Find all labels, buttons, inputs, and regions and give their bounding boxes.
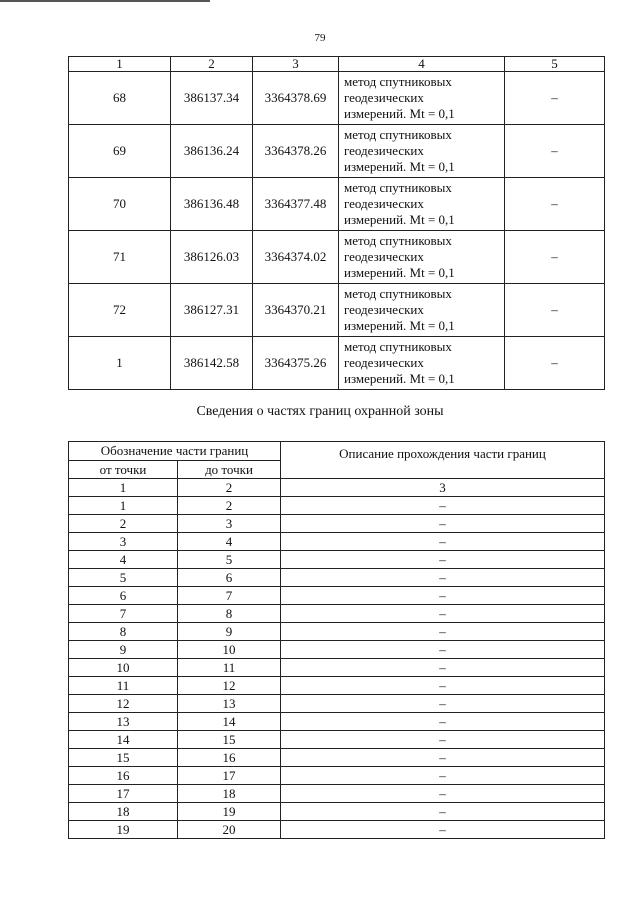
to-point: 7	[178, 587, 281, 605]
boundary-row	[69, 551, 605, 569]
coord-y: 3364370.21	[253, 284, 339, 337]
description-cell: –	[281, 569, 605, 587]
from-point: 15	[69, 749, 178, 767]
from-point: 3	[69, 533, 178, 551]
header-from-point: от точки	[69, 461, 178, 479]
coord-y: 3364378.26	[253, 125, 339, 178]
from-point: 16	[69, 767, 178, 785]
point-number: 69	[69, 125, 171, 178]
method-line: геодезических	[344, 90, 424, 105]
coord-y: 3364377.48	[253, 178, 339, 231]
boundary-row	[69, 623, 605, 641]
method-line: измерений. Mt = 0,1	[344, 265, 455, 280]
coord-x: 386136.48	[171, 178, 253, 231]
boundary-row	[69, 587, 605, 605]
from-point: 13	[69, 713, 178, 731]
boundary-row	[69, 497, 605, 515]
method-line: метод спутниковых	[344, 74, 452, 89]
method-line: измерений. Mt = 0,1	[344, 106, 455, 121]
coordinates-row	[69, 231, 605, 284]
colnum-3: 3	[281, 479, 605, 497]
coordinates-header-row	[69, 57, 605, 72]
section-title: Сведения о частях границ охранной зоны	[196, 404, 444, 419]
note-cell: –	[505, 72, 605, 125]
from-point: 1	[69, 497, 178, 515]
col-header-3: 3	[253, 57, 339, 72]
boundary-parts-table	[68, 441, 605, 839]
coord-x: 386142.58	[171, 337, 253, 390]
col-header-4: 4	[339, 57, 505, 72]
note-cell: –	[505, 337, 605, 390]
from-point: 18	[69, 803, 178, 821]
description-cell: –	[281, 659, 605, 677]
colnum-2: 2	[178, 479, 281, 497]
description-cell: –	[281, 605, 605, 623]
method-cell	[339, 178, 505, 231]
to-point: 12	[178, 677, 281, 695]
to-point: 10	[178, 641, 281, 659]
to-point: 3	[178, 515, 281, 533]
coord-y: 3364374.02	[253, 231, 339, 284]
method-line: геодезических	[344, 196, 424, 211]
method-line: геодезических	[344, 143, 424, 158]
method-cell	[339, 231, 505, 284]
coordinates-table	[68, 56, 605, 390]
coord-x: 386126.03	[171, 231, 253, 284]
note-cell: –	[505, 178, 605, 231]
boundary-row	[69, 803, 605, 821]
coord-x: 386127.31	[171, 284, 253, 337]
point-number: 68	[69, 72, 171, 125]
method-cell	[339, 125, 505, 178]
from-point: 10	[69, 659, 178, 677]
method-line: метод спутниковых	[344, 233, 452, 248]
from-point: 17	[69, 785, 178, 803]
description-cell: –	[281, 515, 605, 533]
point-number: 71	[69, 231, 171, 284]
coordinates-row	[69, 178, 605, 231]
col-header-1: 1	[69, 57, 171, 72]
to-point: 19	[178, 803, 281, 821]
method-line: метод спутниковых	[344, 339, 452, 354]
coord-x: 386136.24	[171, 125, 253, 178]
col-header-2: 2	[171, 57, 253, 72]
method-line: геодезических	[344, 249, 424, 264]
to-point: 8	[178, 605, 281, 623]
to-point: 4	[178, 533, 281, 551]
note-cell: –	[505, 284, 605, 337]
description-cell: –	[281, 587, 605, 605]
coordinates-row	[69, 337, 605, 390]
description-cell: –	[281, 497, 605, 515]
to-point: 18	[178, 785, 281, 803]
boundary-colnum-row	[69, 479, 605, 497]
boundary-row	[69, 767, 605, 785]
method-cell	[339, 284, 505, 337]
point-number: 1	[69, 337, 171, 390]
coord-x: 386137.34	[171, 72, 253, 125]
boundary-header-row	[69, 442, 605, 461]
page-number: 79	[314, 32, 326, 44]
method-line: измерений. Mt = 0,1	[344, 371, 455, 386]
to-point: 15	[178, 731, 281, 749]
boundary-row	[69, 677, 605, 695]
description-cell: –	[281, 623, 605, 641]
from-point: 14	[69, 731, 178, 749]
coordinates-row	[69, 125, 605, 178]
boundary-row	[69, 785, 605, 803]
from-point: 6	[69, 587, 178, 605]
to-point: 5	[178, 551, 281, 569]
header-part-designation: Обозначение части границ	[69, 442, 281, 461]
coordinates-row	[69, 72, 605, 125]
boundary-row	[69, 533, 605, 551]
col-header-5: 5	[505, 57, 605, 72]
header-to-point: до точки	[178, 461, 281, 479]
boundary-row	[69, 713, 605, 731]
description-cell: –	[281, 677, 605, 695]
description-cell: –	[281, 533, 605, 551]
boundary-row	[69, 731, 605, 749]
to-point: 9	[178, 623, 281, 641]
boundary-row	[69, 569, 605, 587]
boundary-row	[69, 515, 605, 533]
method-cell	[339, 337, 505, 390]
to-point: 6	[178, 569, 281, 587]
from-point: 8	[69, 623, 178, 641]
to-point: 20	[178, 821, 281, 839]
from-point: 4	[69, 551, 178, 569]
description-cell: –	[281, 731, 605, 749]
coord-y: 3364378.69	[253, 72, 339, 125]
description-cell: –	[281, 803, 605, 821]
boundary-row	[69, 659, 605, 677]
method-line: метод спутниковых	[344, 180, 452, 195]
note-cell: –	[505, 231, 605, 284]
boundary-row	[69, 605, 605, 623]
boundary-row	[69, 749, 605, 767]
from-point: 11	[69, 677, 178, 695]
point-number: 72	[69, 284, 171, 337]
method-line: геодезических	[344, 302, 424, 317]
header-description: Описание прохождения части границ	[281, 442, 605, 479]
from-point: 2	[69, 515, 178, 533]
method-line: измерений. Mt = 0,1	[344, 159, 455, 174]
boundary-row	[69, 821, 605, 839]
coord-y: 3364375.26	[253, 337, 339, 390]
description-cell: –	[281, 641, 605, 659]
boundary-row	[69, 641, 605, 659]
method-line: метод спутниковых	[344, 127, 452, 142]
method-line: геодезических	[344, 355, 424, 370]
top-rule	[0, 0, 210, 2]
to-point: 16	[178, 749, 281, 767]
note-cell: –	[505, 125, 605, 178]
description-cell: –	[281, 767, 605, 785]
to-point: 2	[178, 497, 281, 515]
from-point: 9	[69, 641, 178, 659]
method-line: измерений. Mt = 0,1	[344, 318, 455, 333]
description-cell: –	[281, 713, 605, 731]
to-point: 13	[178, 695, 281, 713]
boundary-row	[69, 695, 605, 713]
colnum-1: 1	[69, 479, 178, 497]
from-point: 12	[69, 695, 178, 713]
to-point: 17	[178, 767, 281, 785]
method-cell	[339, 72, 505, 125]
description-cell: –	[281, 551, 605, 569]
description-cell: –	[281, 749, 605, 767]
description-cell: –	[281, 821, 605, 839]
from-point: 19	[69, 821, 178, 839]
description-cell: –	[281, 785, 605, 803]
method-line: измерений. Mt = 0,1	[344, 212, 455, 227]
coordinates-row	[69, 284, 605, 337]
description-cell: –	[281, 695, 605, 713]
to-point: 11	[178, 659, 281, 677]
method-line: метод спутниковых	[344, 286, 452, 301]
from-point: 5	[69, 569, 178, 587]
to-point: 14	[178, 713, 281, 731]
point-number: 70	[69, 178, 171, 231]
from-point: 7	[69, 605, 178, 623]
